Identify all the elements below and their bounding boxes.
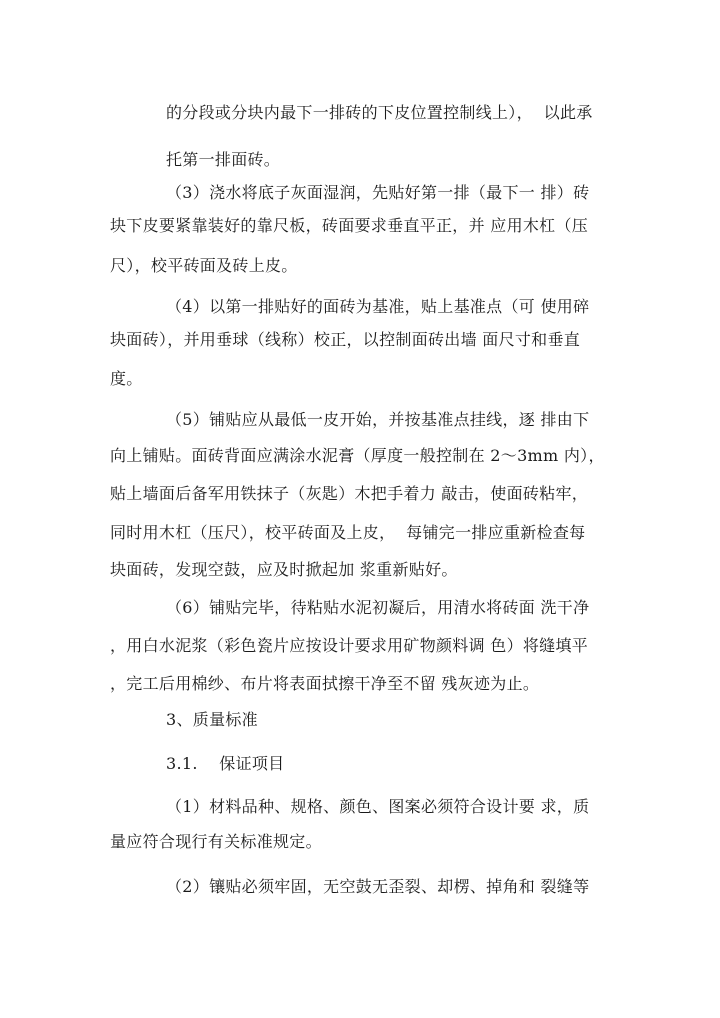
body-text-line: 贴上墙面后备军用铁抹子（灰匙）木把手着力 敲击，使面砖粘牢， xyxy=(110,484,589,503)
body-text-line: 的分段或分块内最下一排砖的下皮位置控制线上）， 以此承 xyxy=(166,103,593,122)
body-text-line: 度。 xyxy=(110,369,143,388)
body-text-line: 块面砖，发现空鼓，应及时掀起加 浆重新贴好。 xyxy=(110,560,458,579)
body-text-line: 同时用木杠（压尺），校平砖面及上皮， 每铺完一排应重新检查每 xyxy=(110,523,586,542)
paragraph-6-start: （6）铺贴完毕，待粘贴水泥初凝后，用清水将砖面 洗干净 xyxy=(166,598,590,617)
paragraph-5-start: （5）铺贴应从最低一皮开始，并按基准点挂线，逐 排由下 xyxy=(166,410,590,429)
body-text-line: 量应符合现行有关标准规定。 xyxy=(110,832,322,851)
body-text-line: 块下皮要紧靠装好的靠尺板，砖面要求垂直平正，并 应用木杠（压 xyxy=(110,216,589,235)
body-text-line: ，完工后用棉纱、布片将表面拭擦干净至不留 残灰迹为止。 xyxy=(110,674,540,693)
body-text-line: 托第一排面砖。 xyxy=(166,150,281,169)
paragraph-3-start: （3）浇水将底子灰面湿润，先贴好第一排（最下一 排）砖 xyxy=(166,183,590,202)
paragraph-4-start: （4）以第一排贴好的面砖为基准，贴上基准点（可 使用碎 xyxy=(166,297,590,316)
body-text-line: 向上铺贴。面砖背面应满涂水泥膏（厚度一般控制在 2〜3mm 内）， xyxy=(110,446,605,465)
subsection-heading: 3.1. 保证项目 xyxy=(166,754,285,773)
list-item-2-start: （2）镶贴必须牢固，无空鼓无歪裂、却楞、掉角和 裂缝等 xyxy=(166,877,590,896)
body-text-line: ，用白水泥浆（彩色瓷片应按设计要求用矿物颜料调 色）将缝填平 xyxy=(110,636,589,655)
list-item-1-start: （1）材料品种、规格、颜色、图案必须符合设计要 求，质 xyxy=(166,797,590,816)
section-heading: 3、质量标准 xyxy=(166,710,258,729)
body-text-line: 尺），校平砖面及砖上皮。 xyxy=(110,256,298,275)
body-text-line: 块面砖），并用垂球（线称）校正，以控制面砖出墙 面尺寸和垂直 xyxy=(110,330,581,349)
